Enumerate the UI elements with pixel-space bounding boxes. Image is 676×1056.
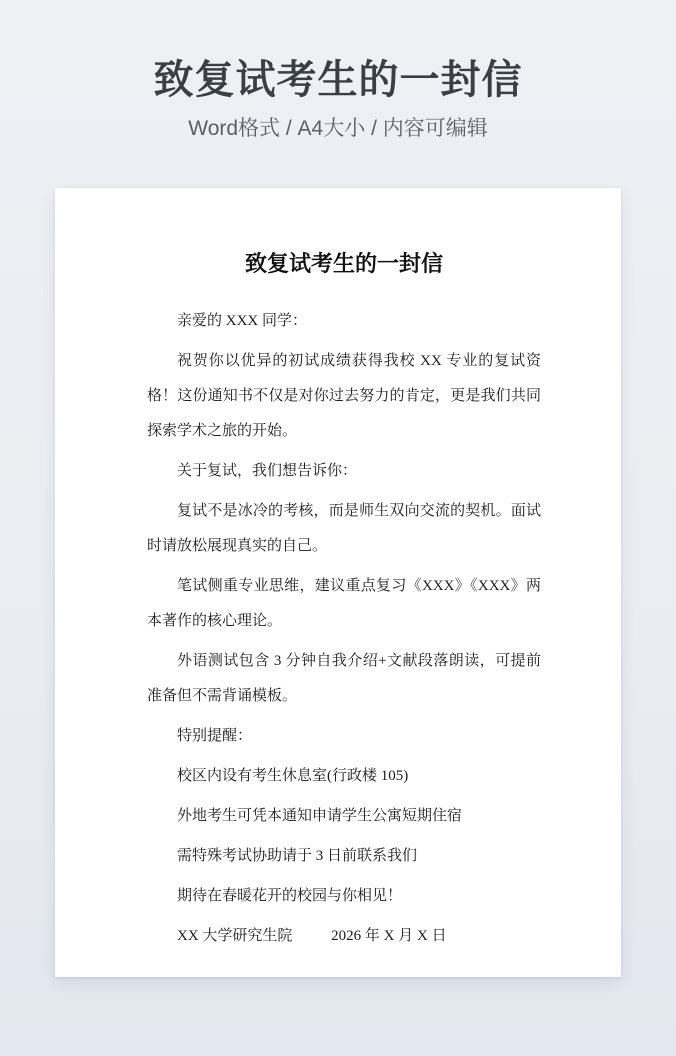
page-subtitle: Word格式 / A4大小 / 内容可编辑: [188, 117, 488, 140]
header: [0, 0, 676, 142]
closing-paragraph: 期待在春暖花开的校园与你相见！: [177, 888, 403, 904]
rest-room-note: 校区内设有考生休息室(行政楼 105): [177, 768, 409, 784]
special-notice-heading: 特别提醒：: [177, 728, 253, 744]
greeting-paragraph: 亲爱的 XXX 同学：: [177, 313, 307, 329]
page-title: 致复试考生的一封信: [153, 58, 523, 102]
a4-document-page: [55, 188, 621, 977]
written-test-paragraph: 笔试侧重专业思维，建议重点复习《XXX》《XXX》两本著作的核心理论。: [147, 578, 541, 629]
assistance-note: 需特殊考试协助请于 3 日前联系我们: [177, 848, 418, 864]
interview-paragraph: 复试不是冰冷的考核，而是师生双向交流的契机。面试时请放松展现真实的自己。: [147, 503, 541, 554]
signature-line: [147, 919, 541, 954]
signature: XX 大学研究生院: [177, 928, 293, 944]
language-test-paragraph: 外语测试包含 3 分钟自我介绍+文献段落朗读，可提前准备但不需背诵模板。: [147, 653, 541, 704]
document-title: 致复试考生的一封信: [244, 251, 443, 276]
congratulations-paragraph: 祝贺你以优异的初试成绩获得我校 XX 专业的复试资格！这份通知书不仅是对你过去努力的肯定，更是我们共同探索学术之旅的开始。: [147, 353, 541, 439]
about-retest-paragraph: 关于复试，我们想告诉你：: [177, 463, 358, 479]
date: 2026 年 X 月 X 日: [331, 928, 447, 944]
accommodation-note: 外地考生可凭本通知申请学生公寓短期住宿: [177, 808, 463, 824]
